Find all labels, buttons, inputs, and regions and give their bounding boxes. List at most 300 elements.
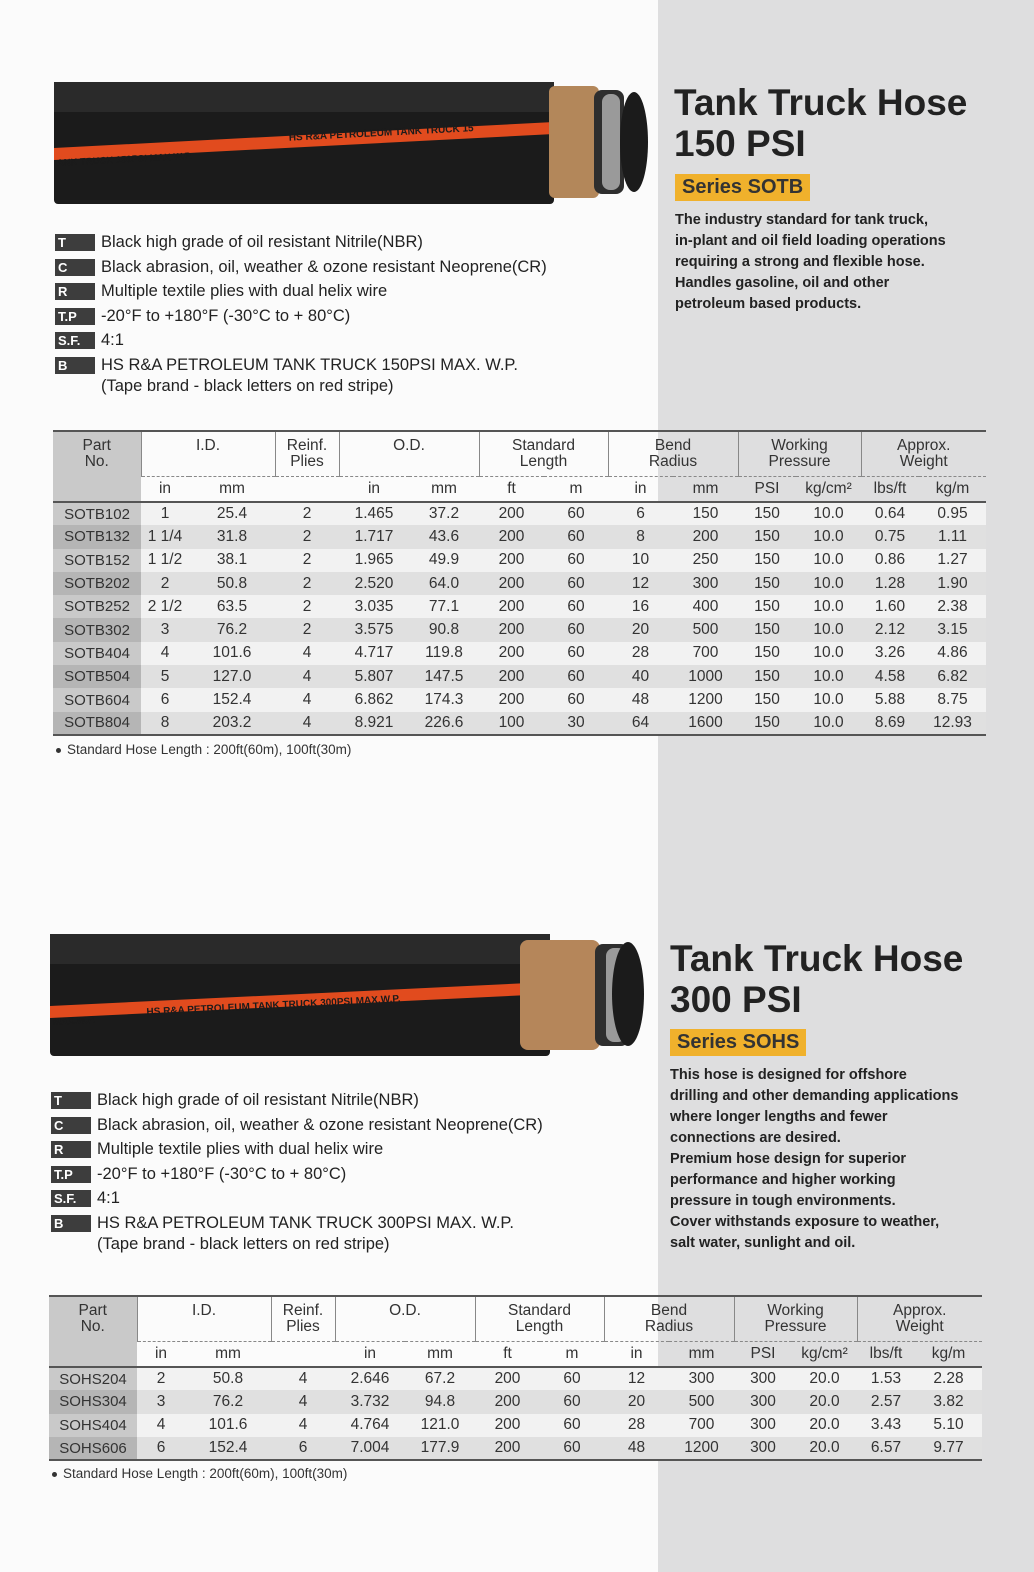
table-cell: 4.86 [937, 644, 968, 662]
part-number-cell: SOTB102 [53, 502, 141, 525]
unit-label: PSI [734, 1342, 792, 1368]
description-line: Premium hose design for superior [670, 1151, 907, 1167]
table-cell: 200 [498, 505, 525, 523]
spec-text-line2: (Tape brand - black letters on red stripe) [101, 376, 394, 395]
table-cell: 6 [298, 1439, 308, 1457]
table-cell: 94.8 [424, 1392, 456, 1410]
table-cell: 60 [563, 1439, 581, 1457]
table-row [53, 712, 986, 735]
table-cell: 60 [567, 574, 585, 592]
table-cell: 76.2 [216, 621, 248, 639]
table-cell: 203.2 [212, 713, 252, 731]
spec-tag: C [51, 1117, 91, 1134]
table-cell: 7.004 [350, 1439, 390, 1457]
table-cell: 3.732 [350, 1392, 390, 1410]
table-cell: 1600 [688, 713, 723, 731]
table-cell: 152.4 [212, 691, 252, 709]
spec-tag: T.P [55, 308, 95, 325]
table-cell: 200 [498, 527, 525, 545]
table-cell: 3.575 [354, 621, 394, 639]
table-cell: 60 [567, 597, 585, 615]
header-od: O.D. [335, 1296, 475, 1342]
table-row [53, 525, 986, 548]
spec-table [53, 430, 986, 736]
table-cell: 2 [302, 551, 312, 569]
description-line: performance and higher working [670, 1172, 896, 1188]
spec-text: 4:1 [101, 331, 124, 349]
table-cell: 63.5 [216, 597, 248, 615]
table-cell: 150 [754, 621, 780, 639]
table-cell: 10.0 [813, 713, 844, 731]
description-line: The industry standard for tank truck, [675, 212, 928, 228]
part-number-cell: SOTB404 [53, 642, 141, 665]
unit-label: kg/m [919, 477, 986, 503]
header-bend-radius: Bend Radius [608, 431, 738, 477]
table-cell: 2 [302, 621, 312, 639]
table-cell: 150 [754, 551, 780, 569]
unit-label: in [608, 477, 673, 503]
table-cell: 121.0 [420, 1416, 460, 1434]
description-line: requiring a strong and flexible hose. [675, 254, 925, 270]
table-cell: 2 [302, 527, 312, 545]
table-cell: 12 [627, 1370, 646, 1388]
header-id: I.D. [141, 431, 275, 477]
table-cell: 200 [494, 1392, 521, 1410]
table-cell: 28 [631, 644, 650, 662]
unit-label: lbs/ft [857, 1342, 915, 1368]
table-cell: 200 [498, 644, 525, 662]
table-cell: 10.0 [813, 551, 844, 569]
table-cell: 147.5 [424, 667, 464, 685]
table-row [49, 1414, 982, 1437]
table-cell: 5.807 [354, 667, 394, 685]
table-cell: 2 [302, 505, 312, 523]
table-cell: 200 [494, 1439, 521, 1457]
table-cell: 43.6 [428, 527, 460, 545]
hose-print-left: MAX.W.P. [52, 1014, 96, 1028]
table-cell: 10.0 [813, 621, 844, 639]
hose-image [54, 76, 648, 208]
table-cell: 177.9 [420, 1439, 460, 1457]
table-row [53, 595, 986, 618]
description-line: salt water, sunlight and oil. [670, 1235, 856, 1251]
spec-text: Multiple textile plies with dual helix wire [97, 1140, 384, 1158]
table-cell: 1.717 [354, 527, 394, 545]
spec-text: -20°F to +180°F (-30°C to + 80°C) [101, 306, 351, 325]
table-cell: 200 [498, 691, 525, 709]
table-cell: 60 [567, 621, 585, 639]
table-cell: 64.0 [428, 574, 460, 592]
table-cell: 150 [754, 597, 780, 615]
table-cell: 20.0 [809, 1439, 840, 1457]
table-cell: 49.9 [428, 551, 460, 569]
table-cell: 119.8 [425, 644, 463, 662]
table-row [49, 1390, 982, 1413]
spec-tag: R [51, 1141, 91, 1158]
unit-label: mm [673, 477, 738, 503]
table-cell: 1 1/4 [147, 527, 183, 545]
table-cell: 64 [631, 713, 650, 731]
table-cell: 60 [563, 1416, 581, 1434]
table-cell: 700 [692, 644, 719, 662]
description-line: connections are desired. [670, 1130, 841, 1146]
table-cell: 150 [754, 505, 780, 523]
table-cell: 2 [156, 1370, 166, 1388]
spec-text: Black abrasion, oil, weather & ozone resistant Neoprene(CR) [97, 1115, 543, 1134]
table-row [49, 1437, 982, 1460]
table-cell: 4 [302, 713, 312, 731]
table-cell: 38.1 [216, 551, 248, 569]
table-cell: 3.15 [937, 621, 968, 639]
bullet-icon [56, 748, 61, 753]
table-cell: 10.0 [813, 505, 844, 523]
unit-label: kg/m [915, 1342, 982, 1368]
description-line: in-plant and oil field loading operations [675, 233, 946, 249]
table-cell: 2 [302, 597, 312, 615]
table-cell: 12 [631, 574, 650, 592]
unit-label: m [540, 1342, 604, 1368]
spec-tag: R [55, 283, 95, 300]
table-cell: 60 [567, 691, 585, 709]
table-cell: 10.0 [813, 597, 844, 615]
table-cell: 10.0 [813, 644, 844, 662]
table-cell: 6 [636, 505, 645, 523]
table-row [53, 618, 986, 641]
table-row [53, 572, 986, 595]
table-cell: 200 [494, 1416, 521, 1434]
table-cell: 1.53 [870, 1370, 902, 1388]
series-badge: Series SOTB [675, 174, 810, 201]
table-cell: 1.965 [354, 551, 394, 569]
table-cell: 127.0 [212, 667, 252, 685]
table-cell: 37.2 [428, 505, 460, 523]
table-cell: 4 [298, 1392, 308, 1410]
title-line-1: Tank Truck Hose [670, 938, 964, 979]
table-cell: 16 [631, 597, 650, 615]
table-cell: 2 [302, 574, 312, 592]
table-cell: 226.6 [424, 713, 464, 731]
table-row [53, 549, 986, 572]
hose-image [50, 928, 644, 1060]
table-cell: 60 [563, 1392, 581, 1410]
table-cell: 174.3 [424, 691, 464, 709]
unit-label: ft [479, 477, 544, 503]
table-cell: 20.0 [809, 1416, 840, 1434]
hose-print-right: HS R&A PETROLEUM TANK TRUCK 300PSI MAX.W.P. [146, 993, 401, 1019]
table-cell: 0.86 [874, 551, 906, 569]
table-cell: 6.862 [354, 691, 394, 709]
table-cell: 6.57 [870, 1439, 902, 1457]
header-approx-weight: Approx. Weight [861, 431, 986, 477]
table-row [53, 688, 986, 711]
table-cell: 200 [498, 551, 525, 569]
part-number-cell: SOHS606 [49, 1437, 137, 1460]
table-body [53, 502, 986, 735]
spec-tag: S.F. [55, 332, 95, 349]
unit-label: ft [475, 1342, 540, 1368]
page-title [670, 938, 963, 1020]
unit-label: in [339, 477, 409, 503]
table-cell: 4 [302, 667, 312, 685]
table-row [49, 1367, 982, 1390]
table-cell: 4.58 [874, 667, 906, 685]
table-cell: 5 [160, 667, 170, 685]
table-cell: 300 [750, 1416, 776, 1434]
table-cell: 8 [636, 527, 645, 545]
hose-print-right: HS R&A PETROLEUM TANK TRUCK 15 [288, 123, 474, 144]
table-cell: 67.2 [424, 1370, 456, 1388]
table-cell: 8 [160, 713, 170, 731]
header-standard-length: Standard Length [479, 431, 608, 477]
table-cell: 150 [754, 527, 780, 545]
header-reinf: Reinf. Plies [271, 1296, 335, 1342]
part-number-cell: SOTB302 [53, 618, 141, 641]
spec-text: Black high grade of oil resistant Nitrile(NBR) [101, 233, 423, 251]
table-cell: 20.0 [809, 1370, 840, 1388]
table-cell: 30 [567, 713, 585, 731]
table-cell: 60 [567, 505, 585, 523]
description-line: pressure in tough environments. [670, 1193, 896, 1209]
table-cell: 4 [156, 1416, 166, 1434]
table-cell: 60 [567, 527, 585, 545]
header-reinf: Reinf. Plies [275, 431, 339, 477]
table-cell: 2.520 [354, 574, 394, 592]
spec-text: Black abrasion, oil, weather & ozone resistant Neoprene(CR) [101, 257, 547, 276]
table-cell: 28 [627, 1416, 646, 1434]
table-cell: 2.12 [874, 621, 906, 639]
table-cell: 700 [688, 1416, 715, 1434]
table-cell: 500 [688, 1392, 715, 1410]
spec-text-line2: (Tape brand - black letters on red stripe) [97, 1234, 390, 1253]
part-number-cell: SOTB152 [53, 549, 141, 572]
section-300psi [0, 860, 1034, 1572]
description-line: petroleum based products. [675, 296, 862, 312]
table-cell: 0.95 [937, 505, 968, 523]
footnote: Standard Hose Length : 200ft(60m), 100ft(30m) [56, 742, 351, 757]
description-line: This hose is designed for offshore [670, 1067, 907, 1083]
table-cell: 90.8 [428, 621, 460, 639]
table-cell: 40 [631, 667, 650, 685]
unit-label: m [544, 477, 608, 503]
table-cell: 25.4 [216, 505, 248, 523]
description-line: drilling and other demanding applications [670, 1088, 959, 1104]
table-cell: 2.646 [350, 1370, 390, 1388]
table-cell: 6 [160, 691, 170, 709]
footnote: Standard Hose Length : 200ft(60m), 100ft(30m) [52, 1466, 347, 1481]
title-line-2: 300 PSI [670, 979, 802, 1020]
table-cell: 2.28 [933, 1370, 964, 1388]
spec-tag: B [55, 357, 95, 374]
table-cell: 60 [567, 667, 585, 685]
unit-label: PSI [738, 477, 796, 503]
table-cell: 150 [754, 574, 780, 592]
table-cell: 300 [692, 574, 719, 592]
table-cell: 400 [692, 597, 719, 615]
table-cell: 101.6 [208, 1416, 248, 1434]
table-cell: 200 [692, 527, 719, 545]
section-150psi [0, 0, 1034, 780]
table-cell: 8.69 [874, 713, 906, 731]
table-cell: 31.8 [216, 527, 248, 545]
spec-tag: T [51, 1092, 91, 1109]
table-cell: 60 [563, 1370, 581, 1388]
title-line-2: 150 PSI [674, 123, 806, 164]
header-id: I.D. [137, 1296, 271, 1342]
part-number-cell: SOTB252 [53, 595, 141, 618]
unit-label: mm [185, 1342, 271, 1368]
table-cell: 2.38 [937, 597, 968, 615]
table-cell: 9.77 [933, 1439, 964, 1457]
table-row [53, 642, 986, 665]
page-title [674, 82, 967, 164]
unit-label: lbs/ft [861, 477, 919, 503]
table-cell: 200 [498, 574, 525, 592]
table-cell: 10.0 [813, 667, 844, 685]
table-cell: 150 [754, 691, 780, 709]
table-cell: 152.4 [208, 1439, 248, 1457]
table-cell: 76.2 [212, 1392, 244, 1410]
table-cell: 250 [692, 551, 719, 569]
header-working-pressure: Working Pressure [738, 431, 861, 477]
table-cell: 3.82 [933, 1392, 964, 1410]
table-cell: 150 [754, 667, 780, 685]
table-cell: 10.0 [813, 574, 844, 592]
table-cell: 8.921 [354, 713, 394, 731]
table-cell: 500 [692, 621, 719, 639]
spec-text: Black high grade of oil resistant Nitrile(NBR) [97, 1091, 419, 1109]
table-cell: 5.88 [874, 691, 906, 709]
table-cell: 0.75 [874, 527, 906, 545]
spec-text: -20°F to +180°F (-30°C to + 80°C) [97, 1164, 347, 1183]
header-part: Part No. [49, 1296, 137, 1367]
table-cell: 20 [631, 621, 650, 639]
table-cell: 200 [498, 621, 525, 639]
unit-label: mm [409, 477, 479, 503]
part-number-cell: SOTB202 [53, 572, 141, 595]
table-cell: 8.75 [937, 691, 968, 709]
table-cell: 1.90 [937, 574, 968, 592]
table-cell: 200 [498, 667, 525, 685]
spec-tag: T.P [51, 1166, 91, 1183]
table-cell: 1.28 [874, 574, 906, 592]
table-cell: 1 [160, 505, 170, 523]
table-cell: 200 [494, 1370, 521, 1388]
table-cell: 4.764 [350, 1416, 390, 1434]
description [670, 1065, 990, 1254]
unit-label: in [137, 1342, 185, 1368]
spec-text: HS R&A PETROLEUM TANK TRUCK 300PSI MAX. W.P. [97, 1213, 514, 1232]
part-number-cell: SOHS304 [49, 1390, 137, 1413]
table-cell: 20.0 [809, 1392, 840, 1410]
table-cell: 4.717 [354, 644, 394, 662]
title-line-1: Tank Truck Hose [674, 82, 968, 123]
table-cell: 4 [160, 644, 170, 662]
table-cell: 300 [750, 1439, 776, 1457]
table-cell: 150 [754, 713, 780, 731]
table-cell: 1.27 [937, 551, 968, 569]
unit-label [275, 477, 339, 503]
spec-tag: C [55, 259, 95, 276]
table-cell: 20 [627, 1392, 646, 1410]
spec-text: 4:1 [97, 1189, 120, 1207]
table-cell: 12.93 [933, 713, 972, 731]
table-cell: 3.035 [354, 597, 394, 615]
table-cell: 1.11 [937, 527, 968, 545]
spec-tag: S.F. [51, 1190, 91, 1207]
table-cell: 60 [567, 644, 585, 662]
table-cell: 60 [567, 551, 585, 569]
series-badge: Series SOHS [670, 1029, 806, 1056]
part-number-cell: SOTB604 [53, 688, 141, 711]
table-cell: 50.8 [216, 574, 248, 592]
table-cell: 100 [498, 713, 525, 731]
table-cell: 150 [754, 644, 780, 662]
table-cell: 4 [298, 1416, 308, 1434]
table-cell: 48 [631, 691, 650, 709]
table-cell: 1.465 [354, 505, 394, 523]
part-number-cell: SOTB132 [53, 525, 141, 548]
unit-label: kg/cm² [796, 477, 861, 503]
table-cell: 1000 [688, 667, 723, 685]
table-cell: 1200 [688, 691, 723, 709]
table-cell: 77.1 [428, 597, 460, 615]
part-number-cell: SOTB504 [53, 665, 141, 688]
table-cell: 4 [302, 691, 312, 709]
unit-label: mm [189, 477, 275, 503]
table-cell: 2.57 [870, 1392, 902, 1410]
table-cell: 200 [498, 597, 525, 615]
table-cell: 50.8 [212, 1370, 244, 1388]
spec-tag: B [51, 1215, 91, 1232]
table-cell: 300 [750, 1370, 776, 1388]
table-cell: 3 [160, 621, 170, 639]
unit-label [271, 1342, 335, 1368]
table-row [53, 665, 986, 688]
table-cell: 101.6 [212, 644, 252, 662]
description-line: Cover withstands exposure to weather, [670, 1214, 940, 1230]
part-number-cell: SOHS204 [49, 1367, 137, 1390]
table-cell: 2 [160, 574, 170, 592]
unit-label: mm [669, 1342, 734, 1368]
header-od: O.D. [339, 431, 479, 477]
table-cell: 6.82 [937, 667, 968, 685]
part-number-cell: SOTB804 [53, 712, 141, 735]
table-cell: 3.26 [874, 644, 906, 662]
table-cell: 10.0 [813, 691, 844, 709]
description-line: where longer lengths and fewer [670, 1109, 888, 1125]
spec-tag: T [55, 234, 95, 251]
description-line: Handles gasoline, oil and other [675, 275, 890, 291]
table-cell: 10 [631, 551, 650, 569]
table-cell: 3.43 [870, 1416, 902, 1434]
table-cell: 300 [750, 1392, 776, 1410]
table-row [53, 502, 986, 525]
header-standard-length: Standard Length [475, 1296, 604, 1342]
spec-table [49, 1295, 982, 1461]
table-cell: 48 [627, 1439, 646, 1457]
table-cell: 150 [692, 505, 719, 523]
table-cell: 2 1/2 [147, 597, 183, 615]
header-working-pressure: Working Pressure [734, 1296, 857, 1342]
spec-text: HS R&A PETROLEUM TANK TRUCK 150PSI MAX. W.P. [101, 355, 518, 374]
unit-label: in [604, 1342, 669, 1368]
table-cell: 0.64 [874, 505, 906, 523]
table-body [49, 1367, 982, 1460]
table-cell: 3 [156, 1392, 166, 1410]
table-cell: 1200 [684, 1439, 719, 1457]
unit-label: mm [405, 1342, 475, 1368]
header-approx-weight: Approx. Weight [857, 1296, 982, 1342]
